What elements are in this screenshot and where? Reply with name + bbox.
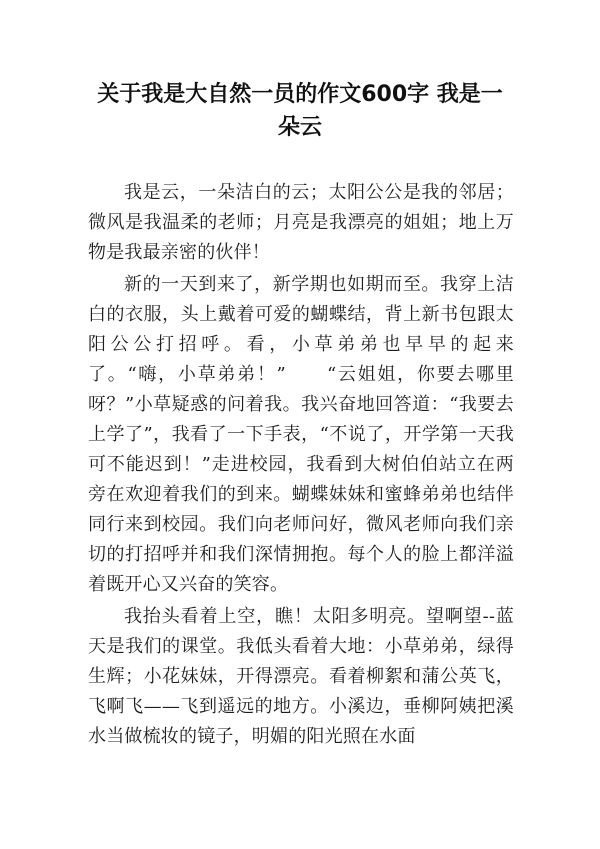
paragraph-1: 我是云，一朵洁白的云；太阳公公是我的邻居；微风是我温柔的老师；月亮是我漂亮的姐姐；地上万物是我最亲密的伙伴！ [88, 182, 514, 263]
paragraph-2: 新的一天到来了，新学期也如期而至。我穿上洁白的衣服，头上戴着可爱的蝴蝶结，背上新书包跟太阳公公打招呼。看，小草弟弟也早早的起来了。“嗨，小草弟弟！” “云姐姐，你要去哪里呀？”小草疑惑的问着我。我兴奋地回答道：“我要去上学了”，我看了一下手表，“不说了，开学第一天我可不能迟到！”走进校园，我看到大树伯伯站立在两旁在欢迎着我们的到来。蝴蝶妹妹和蜜蜂弟弟也结伴同行来到校园。我们向老师问好，微风老师向我们亲切的打招呼并和我们深情拥抱。每个人的脸上都洋溢着既开心又兴奋的笑容。 [88, 274, 514, 595]
document-title: 关于我是大自然一员的作文600字 我是一朵云 [97, 82, 503, 140]
document-body [88, 178, 514, 752]
paragraph-3: 我抬头看着上空，瞧！太阳多明亮。望啊望--蓝天是我们的课堂。我低头看着大地：小草弟弟，绿得生辉；小花妹妹，开得漂亮。看着柳絮和蒲公英飞，飞啊飞——飞到遥远的地方。小溪边，垂柳阿姨把溪水当做梳妆的镜子，明媚的阳光照在水面 [88, 606, 514, 747]
